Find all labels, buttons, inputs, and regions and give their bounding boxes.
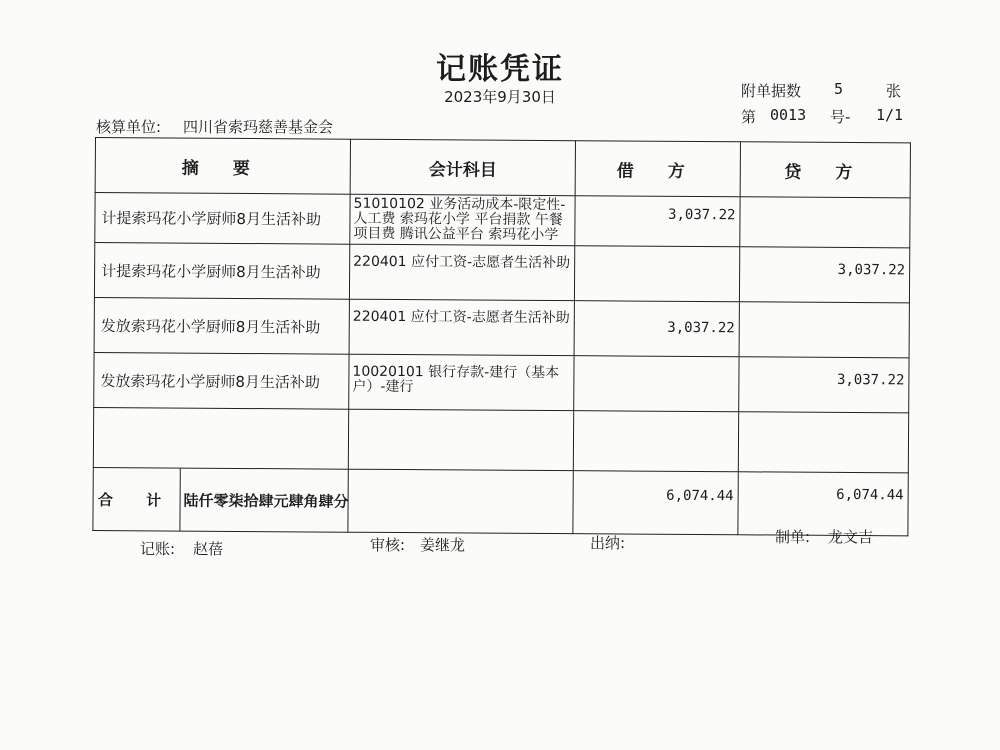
- table-row: [95, 193, 910, 248]
- header-account: 会计科目: [350, 139, 575, 195]
- row-credit: [738, 412, 908, 473]
- table-row: [94, 243, 909, 303]
- row-summary: 发放索玛花小学厨师8月生活补助: [94, 352, 349, 409]
- table-row: [94, 352, 909, 412]
- reviewer-label: 审核:: [370, 536, 406, 554]
- row-debit: [574, 356, 739, 412]
- total-amount-words: 陆仟零柒拾肆元肆角肆分: [183, 491, 349, 511]
- total-label: 合 计: [93, 468, 180, 531]
- cashier-label: 出纳:: [590, 534, 626, 552]
- row-account: 220401 应付工资-志愿者生活补助: [349, 299, 574, 355]
- voucher-table: [92, 137, 911, 536]
- row-credit: 3,037.22: [739, 247, 909, 303]
- header-credit: 贷 方: [740, 142, 910, 198]
- preparer-label: 制单:: [775, 528, 811, 546]
- row-debit: 3,037.22: [575, 196, 740, 247]
- row-credit: 3,037.22: [739, 357, 909, 413]
- total-credit: 6,074.44: [738, 472, 908, 536]
- row-summary: 发放索玛花小学厨师8月生活补助: [94, 297, 349, 354]
- row-credit: [739, 302, 909, 358]
- number-suffix: 号-: [830, 108, 851, 126]
- header-summary: 摘 要: [95, 138, 350, 195]
- unit-name: 四川省索玛慈善基金会: [183, 118, 334, 136]
- row-account: 10020101 银行存款-建行（基本户）-建行: [349, 354, 574, 410]
- header-debit: 借 方: [575, 141, 740, 197]
- row-summary: 计提索玛花小学厨师8月生活补助: [95, 193, 350, 245]
- voucher-number: 0013: [770, 106, 807, 124]
- row-summary: [93, 407, 348, 469]
- preparer-name: 龙文吉: [828, 528, 874, 546]
- unit-label: 核算单位:: [96, 118, 162, 136]
- table-header-row: [95, 138, 910, 198]
- page-indicator: 1/1: [876, 106, 904, 124]
- attachments-label: 附单据数: [741, 82, 802, 100]
- number-prefix: 第: [741, 108, 757, 126]
- attachments-unit: 张: [886, 82, 902, 100]
- voucher-title: 记账凭证: [436, 52, 564, 87]
- total-words-cell: [183, 469, 573, 533]
- row-debit: [573, 411, 738, 472]
- row-account: [348, 409, 573, 470]
- bookkeeper-name: 赵蓓: [193, 540, 224, 558]
- row-account: 51010102 业务活动成本-限定性-人工费 索玛花小学 平台捐款 午餐项目费 腾讯公益平台 索玛花小学: [350, 194, 575, 245]
- table-row: [93, 407, 908, 472]
- row-credit: [740, 197, 910, 248]
- reviewer-name: 姜继龙: [420, 536, 466, 554]
- voucher-date: 2023年9月30日: [444, 88, 556, 106]
- total-debit: 6,074.44: [573, 471, 738, 535]
- table-row: [94, 297, 909, 357]
- row-debit: [574, 246, 739, 302]
- row-account: 220401 应付工资-志愿者生活补助: [349, 244, 574, 300]
- row-summary: 计提索玛花小学厨师8月生活补助: [94, 243, 349, 300]
- attachments-count: 5: [834, 80, 844, 98]
- bookkeeper-label: 记账:: [140, 540, 176, 558]
- row-debit: 3,037.22: [574, 301, 739, 357]
